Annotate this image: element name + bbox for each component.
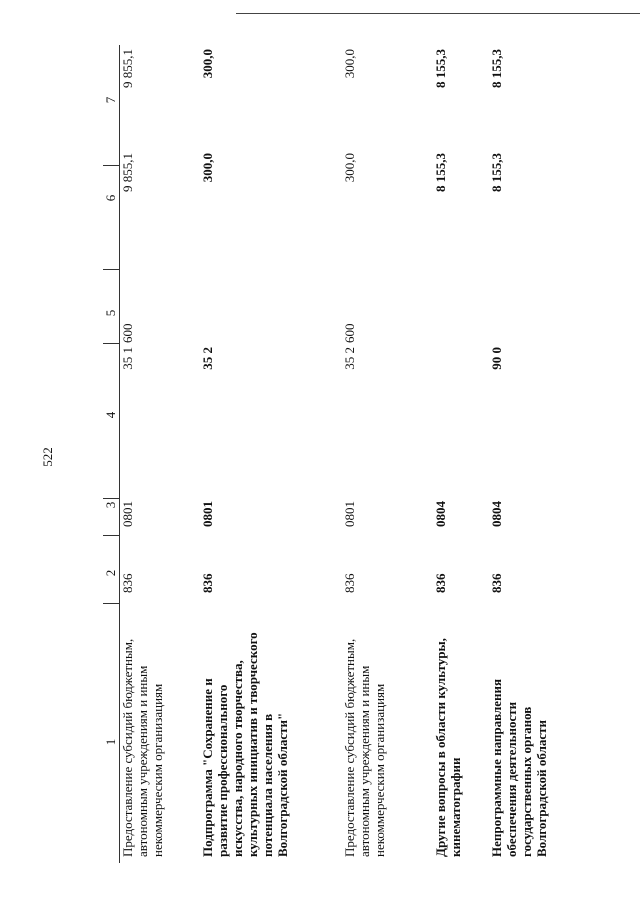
row-name: Предоставление субсидий бюджетным, автономным учреждениям и иным некоммерческим организациям xyxy=(120,638,165,857)
row-col-5: 600 xyxy=(120,323,135,343)
header-divider xyxy=(103,603,119,604)
row-col-7: 300,0 xyxy=(200,49,215,79)
row-col-3: 0804 xyxy=(433,501,448,527)
row-col-3: 0801 xyxy=(342,501,357,527)
row-col-7: 8 155,3 xyxy=(433,49,448,88)
header-divider xyxy=(103,535,119,536)
row-col-4: 35 1 xyxy=(120,347,135,370)
row-col-4: 35 2 xyxy=(200,347,215,370)
row-col-7: 9 855,1 xyxy=(120,49,135,88)
row-col-5: 600 xyxy=(342,323,357,343)
top-rule xyxy=(236,13,640,14)
row-col-3: 0804 xyxy=(489,501,504,527)
header-divider xyxy=(103,498,119,499)
header-divider xyxy=(103,343,119,344)
row-col-7: 300,0 xyxy=(342,49,357,79)
row-col-2: 836 xyxy=(433,573,448,593)
row-col-2: 836 xyxy=(200,573,215,593)
row-col-6: 8 155,3 xyxy=(489,153,504,192)
row-col-2: 836 xyxy=(342,573,357,593)
row-col-6: 300,0 xyxy=(342,153,357,183)
header-col-2: 2 xyxy=(103,569,118,577)
header-divider xyxy=(103,269,119,270)
header-col-5: 5 xyxy=(103,309,118,317)
row-name: Другие вопросы в области культуры, кинематографии xyxy=(433,638,463,857)
page-number: 522 xyxy=(40,447,55,467)
header-col-3: 3 xyxy=(103,501,118,509)
header-col-6: 6 xyxy=(103,194,118,202)
row-name: Подпрограмма "Сохранение и развитие профессионального искусства, народного творчества, культурных инициатив и творческого потенциала населения в Волгоградской области" xyxy=(200,632,290,857)
row-col-2: 836 xyxy=(120,573,135,593)
row-col-3: 0801 xyxy=(120,501,135,527)
row-col-4: 35 2 xyxy=(342,347,357,370)
budget-table xyxy=(103,45,628,863)
row-name: Непрограммные направления обеспечения деятельности государственных органов Волгоградской области xyxy=(489,678,549,857)
row-col-2: 836 xyxy=(489,573,504,593)
row-col-4: 90 0 xyxy=(489,347,504,370)
header-col-7: 7 xyxy=(103,96,118,104)
row-col-6: 8 155,3 xyxy=(433,153,448,192)
row-name: Предоставление субсидий бюджетным, автономным учреждениям и иным некоммерческим организациям xyxy=(342,638,387,857)
row-col-7: 8 155,3 xyxy=(489,49,504,88)
header-col-4: 4 xyxy=(103,411,118,419)
row-col-3: 0801 xyxy=(200,501,215,527)
row-col-6: 300,0 xyxy=(200,153,215,183)
row-col-6: 9 855,1 xyxy=(120,153,135,192)
header-col-1: 1 xyxy=(103,738,118,746)
header-divider xyxy=(103,165,119,166)
